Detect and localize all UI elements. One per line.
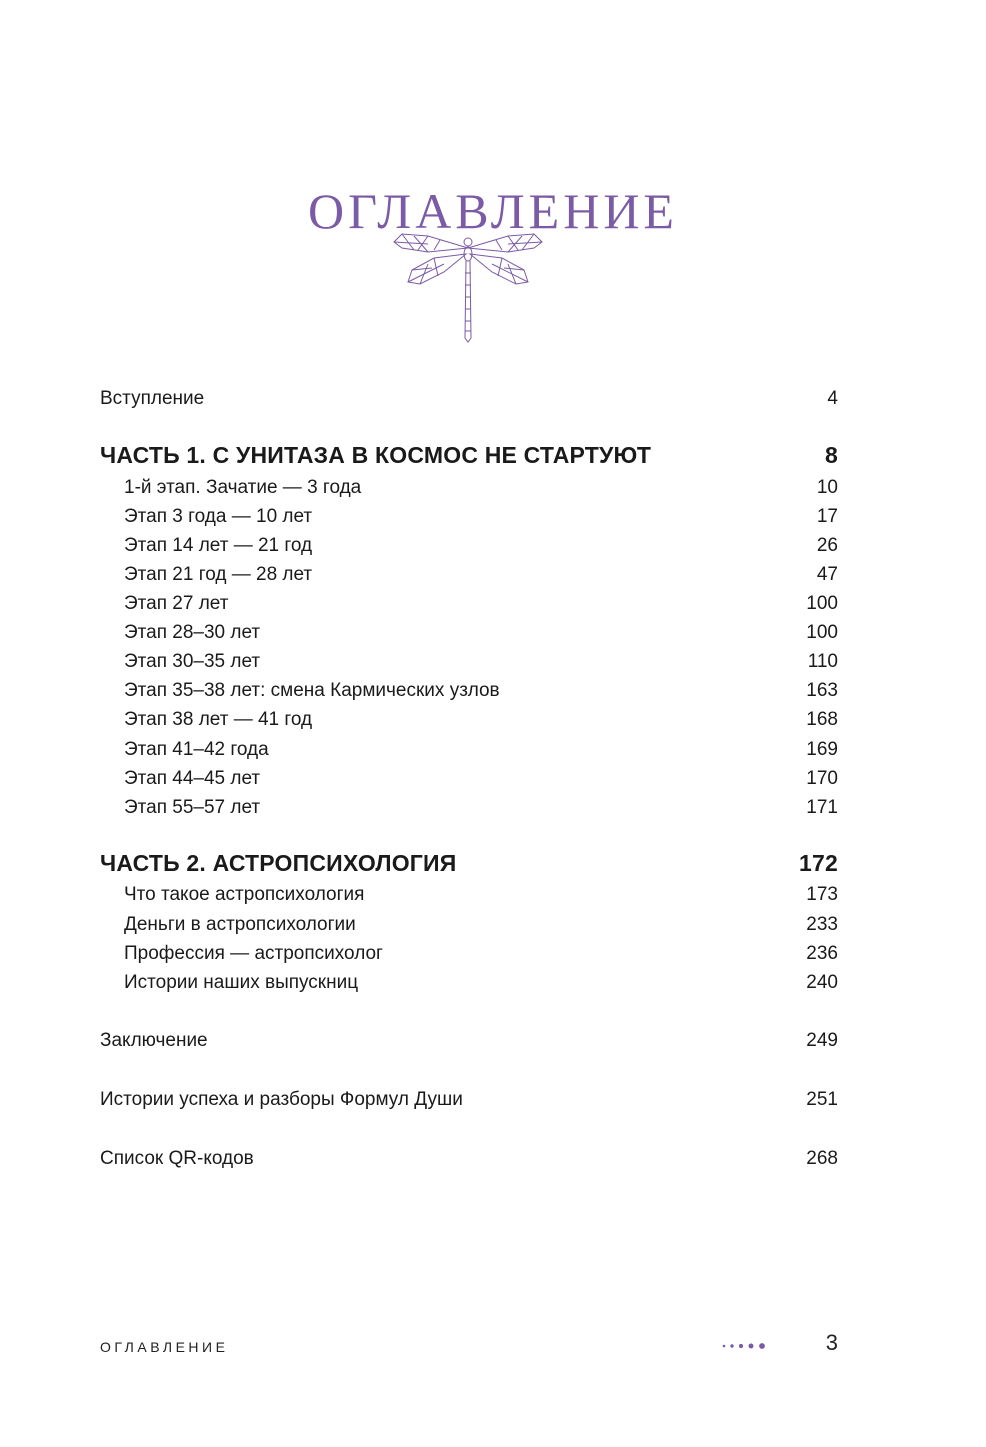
toc-part-label: ЧАСТЬ 2. АСТРОПСИХОЛОГИЯ (100, 850, 457, 876)
dragonfly-icon (388, 228, 548, 344)
toc-entry-stories[interactable] (100, 1087, 838, 1113)
toc-entry-label: 1-й этап. Зачатие — 3 года (124, 477, 362, 498)
toc-entry-label: Этап 14 лет — 21 год (124, 535, 313, 556)
toc-entry[interactable] (124, 737, 838, 763)
toc-entry-page: 17 (816, 506, 838, 527)
toc-entry-page: 249 (806, 1030, 838, 1051)
toc-entry-label: Этап 27 лет (124, 593, 229, 614)
toc-entry-label: Этап 30–35 лет (124, 651, 261, 672)
toc-part-page: 172 (799, 850, 838, 876)
toc-entry-label: Этап 21 год — 28 лет (124, 564, 313, 585)
toc-entry-qr-list[interactable] (100, 1146, 838, 1172)
toc-entry[interactable] (124, 504, 838, 530)
toc-entry-page: 233 (806, 914, 838, 935)
toc-entry[interactable] (124, 970, 838, 996)
toc-entry-conclusion[interactable] (100, 1028, 838, 1054)
toc-part-2[interactable] (100, 850, 838, 876)
toc-entry-page: 100 (806, 593, 838, 614)
toc-entry[interactable] (124, 649, 838, 675)
toc-entry-label: Истории наших выпускниц (124, 972, 359, 993)
toc-entry[interactable] (124, 475, 838, 501)
toc-entry-page: 170 (806, 768, 838, 789)
toc-entry[interactable] (124, 795, 838, 821)
toc-entry-label: Этап 55–57 лет (124, 797, 261, 818)
toc-entry[interactable] (124, 912, 838, 938)
toc-entry[interactable] (124, 941, 838, 967)
toc-part-label: ЧАСТЬ 1. С УНИТАЗА В КОСМОС НЕ СТАРТУЮТ (100, 442, 652, 468)
toc-entry-label: Этап 3 года — 10 лет (124, 506, 313, 527)
toc-entry[interactable] (124, 562, 838, 588)
toc-entry[interactable] (124, 766, 838, 792)
toc-entry-page: 171 (806, 797, 838, 818)
toc-entry-page: 168 (806, 709, 838, 730)
toc-entry[interactable] (124, 591, 838, 617)
toc-entry-label: Этап 35–38 лет: смена Кармических узлов (124, 680, 500, 701)
toc-entry-page: 4 (827, 388, 838, 409)
toc-entry[interactable] (124, 882, 838, 908)
toc-entry[interactable] (124, 620, 838, 646)
toc-entry-label: Истории успеха и разборы Формул Души (100, 1089, 463, 1110)
page-number: 3 (825, 1330, 838, 1355)
toc-entry[interactable] (124, 707, 838, 733)
toc-entry-label: Этап 41–42 года (124, 739, 269, 760)
toc-entry-page: 26 (816, 535, 838, 556)
toc-entry-label: Этап 28–30 лет (124, 622, 261, 643)
footer-section-label: ОГЛАВЛЕНИЕ (100, 1339, 229, 1355)
toc-entry-label: Этап 44–45 лет (124, 768, 261, 789)
toc-entry-page: 169 (806, 739, 838, 760)
toc-entry-label: Что такое астропсихология (124, 884, 365, 905)
toc-entry-label: Этап 38 лет — 41 год (124, 709, 313, 730)
toc-entry[interactable] (124, 678, 838, 704)
dots-ornament-icon (722, 1342, 774, 1350)
toc-entry-page: 47 (816, 564, 838, 585)
toc-entry-page: 251 (806, 1089, 838, 1110)
toc-entry-page: 240 (806, 972, 838, 993)
toc-entry-page: 173 (806, 884, 838, 905)
toc-entry-intro[interactable] (100, 386, 838, 412)
toc-entry-page: 100 (806, 622, 838, 643)
toc-entry-label: Вступление (100, 388, 205, 409)
toc-entry-page: 110 (807, 651, 838, 672)
toc-entry-page: 236 (806, 943, 838, 964)
toc-entry-label: Список QR-кодов (100, 1148, 254, 1169)
toc-entry[interactable] (124, 533, 838, 559)
toc-entry-page: 268 (806, 1148, 838, 1169)
toc-part-page: 8 (825, 442, 838, 468)
toc-entry-label: Заключение (100, 1030, 208, 1051)
toc-entry-page: 163 (806, 680, 838, 701)
toc-entry-page: 10 (816, 477, 838, 498)
page-title: ОГЛАВЛЕНИЕ (308, 182, 678, 239)
toc-entry-label: Деньги в астропсихологии (124, 914, 356, 935)
toc-entry-label: Профессия — астропсихолог (124, 943, 383, 964)
toc-part-1[interactable] (100, 442, 838, 468)
